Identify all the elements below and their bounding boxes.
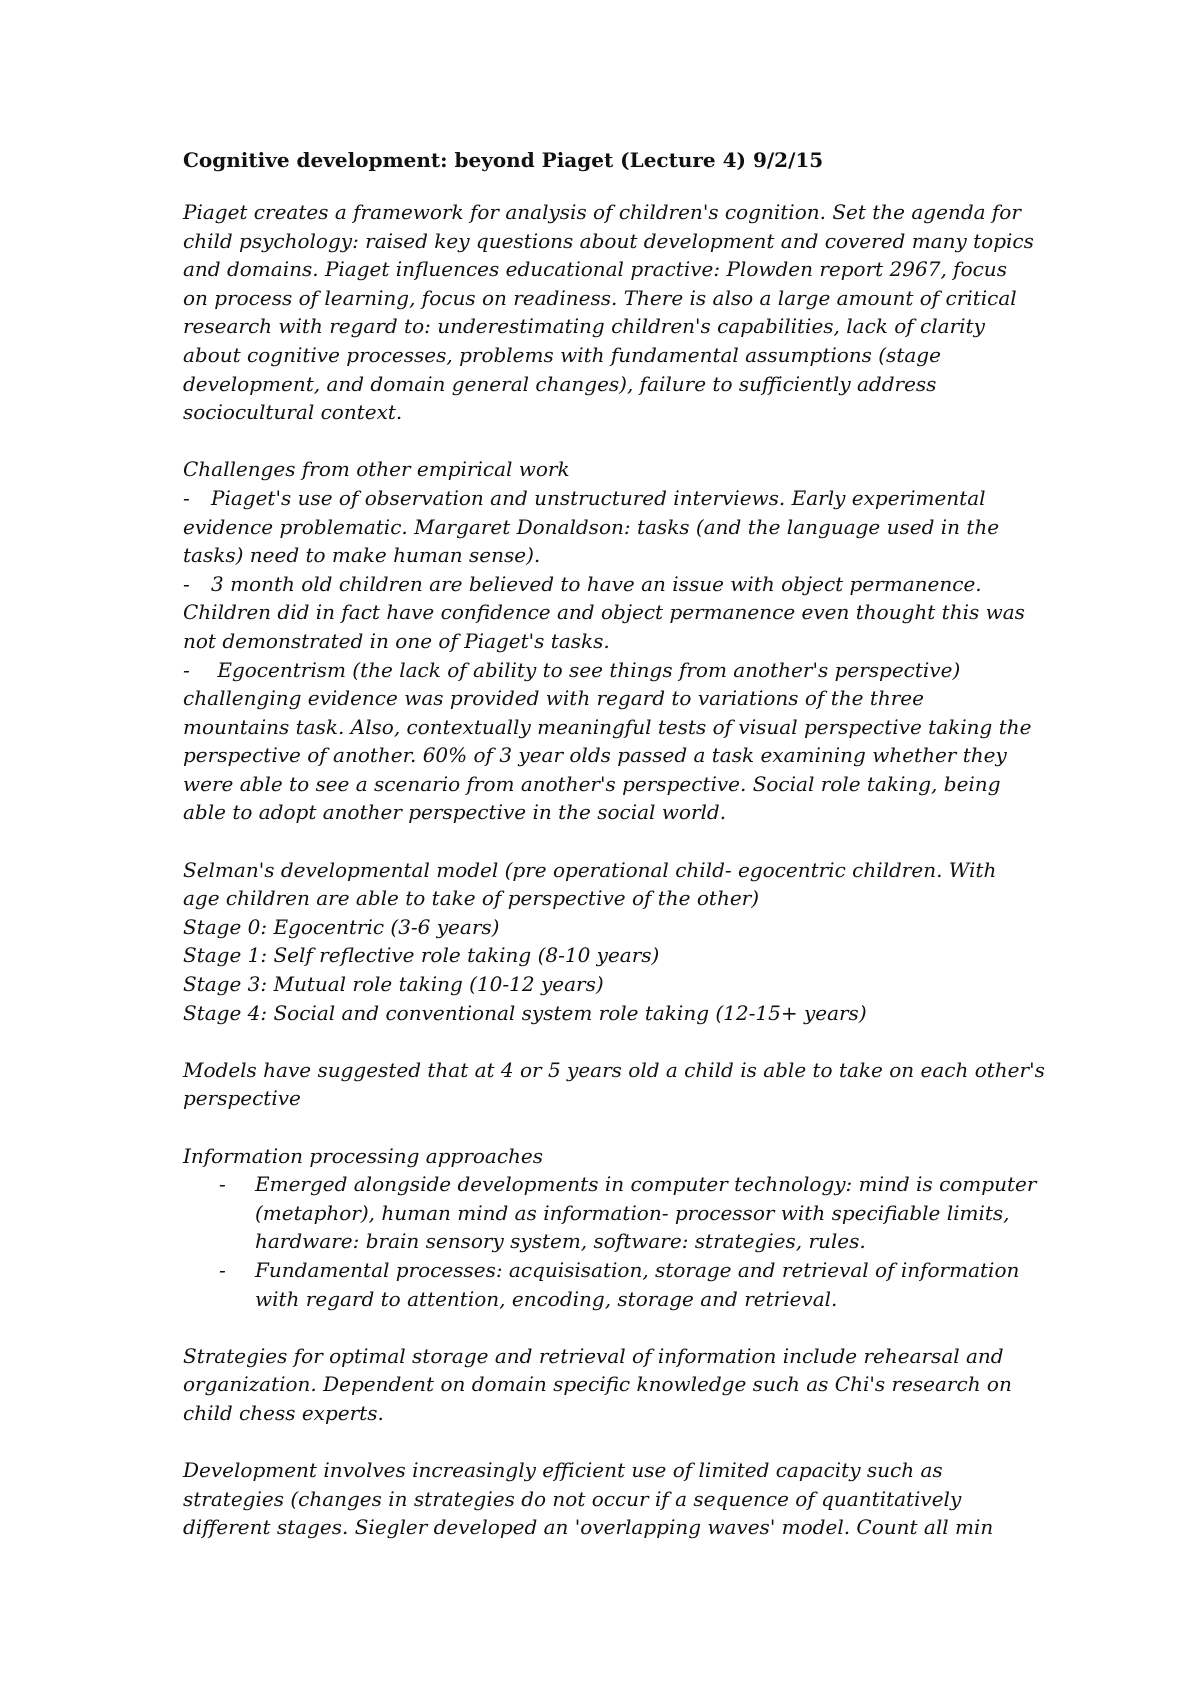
text-line: mountains task. Also, contextually meaningful tests of visual perspective taking the bbox=[183, 714, 1032, 739]
list-item bbox=[183, 1170, 1037, 1256]
info-processing-heading-block bbox=[183, 1142, 1033, 1171]
text-line: - 3 month old children are believed to have an issue with object permanence. bbox=[183, 570, 1033, 599]
section-heading: Challenges from other empirical work bbox=[183, 457, 570, 482]
text-line: tasks) need to make human sense). bbox=[183, 543, 541, 568]
text-line: Fundamental processes: acquisisation, storage and retrieval of information bbox=[255, 1257, 1020, 1282]
text-line: Children did in fact have confidence and object permanence even thought this was bbox=[183, 600, 1025, 625]
text-line: Models have suggested that at 4 or 5 years old a child is able to take on each other's bbox=[183, 1057, 1045, 1082]
text-line: Selman's developmental model (pre operational child- egocentric children. With bbox=[183, 857, 997, 882]
section-heading: Information processing approaches bbox=[183, 1143, 544, 1168]
text-line: challenging evidence was provided with regard to variations of the three bbox=[183, 686, 924, 711]
stage-line: Stage 4: Social and conventional system role taking (12-15+ years) bbox=[183, 1000, 867, 1025]
text-line: research with regard to: underestimating children's capabilities, lack of clarity bbox=[183, 314, 985, 339]
text-line: able to adopt another perspective in the social world. bbox=[183, 800, 727, 825]
text-line: hardware: brain sensory system, software: strategies, rules. bbox=[255, 1229, 866, 1254]
text-line: perspective bbox=[183, 1086, 301, 1111]
dash-marker: - bbox=[183, 485, 190, 510]
text-line: - Egocentrism (the lack of ability to see things from another's perspective) bbox=[183, 656, 1033, 685]
text-line: strategies (changes in strategies do not occur if a sequence of quantitatively bbox=[183, 1486, 962, 1511]
text-line: different stages. Siegler developed an 'overlapping waves' model. Count all min bbox=[183, 1515, 994, 1540]
dash-marker: - bbox=[183, 657, 190, 682]
text-line: on process of learning, focus on readiness. There is also a large amount of critical bbox=[183, 285, 1017, 310]
text-line: Piaget creates a framework for analysis of children's cognition. Set the agenda for bbox=[183, 200, 1021, 224]
document-body bbox=[183, 146, 1045, 1571]
list-item bbox=[183, 1256, 1033, 1313]
document-title: Cognitive development: beyond Piaget (Lecture 4) 9/2/15 bbox=[183, 148, 824, 172]
dash-marker: - bbox=[219, 1257, 226, 1282]
challenges-section bbox=[183, 455, 1033, 827]
stage-line: Stage 0: Egocentric (3-6 years) bbox=[183, 914, 500, 939]
stage-line: Stage 3: Mutual role taking (10-12 years) bbox=[183, 972, 604, 997]
text-line: were able to see a scenario from another's perspective. Social role taking, being bbox=[183, 771, 1001, 796]
strategies-paragraph bbox=[183, 1342, 1033, 1428]
text-line: about cognitive processes, problems with fundamental assumptions (stage bbox=[183, 342, 941, 367]
text-line: with regard to attention, encoding, storage and retrieval. bbox=[255, 1286, 838, 1311]
text-line: not demonstrated in one of Piaget's tasks. bbox=[183, 628, 610, 653]
text-line: child chess experts. bbox=[183, 1400, 384, 1425]
intro-paragraph bbox=[183, 198, 1033, 427]
info-processing-list bbox=[183, 1170, 1037, 1313]
dash-marker: - bbox=[219, 1172, 226, 1197]
stage-line: Stage 1: Self reflective role taking (8-10 years) bbox=[183, 943, 660, 968]
text-line: - Piaget's use of observation and unstructured interviews. Early experimental bbox=[183, 484, 1033, 513]
text-line: development, and domain general changes), failure to sufficiently address bbox=[183, 371, 937, 396]
text-line: child psychology: raised key questions about development and covered many topics bbox=[183, 228, 1034, 253]
text-line: perspective of another. 60% of 3 year olds passed a task examining whether they bbox=[183, 743, 1007, 768]
text-line: organization. Dependent on domain specific knowledge such as Chi's research on bbox=[183, 1372, 1012, 1397]
text-line: sociocultural context. bbox=[183, 400, 403, 425]
dash-marker: - bbox=[183, 571, 190, 596]
text-line: Development involves increasingly efficient use of limited capacity such as bbox=[183, 1458, 943, 1483]
text-line: age children are able to take of perspective of the other) bbox=[183, 886, 760, 911]
text-line: Emerged alongside developments in computer technology: mind is computer bbox=[255, 1172, 1037, 1197]
text-line: (metaphor), human mind as information- processor with specifiable limits, bbox=[255, 1200, 1010, 1225]
selman-section bbox=[183, 856, 1033, 1028]
text-line: evidence problematic. Margaret Donaldson: tasks (and the language used in the bbox=[183, 514, 1000, 539]
models-paragraph bbox=[183, 1056, 1045, 1113]
development-paragraph bbox=[183, 1456, 1033, 1542]
text-line: Strategies for optimal storage and retrieval of information include rehearsal and bbox=[183, 1343, 1004, 1368]
text-line: and domains. Piaget influences educational practive: Plowden report 2967, focus bbox=[183, 257, 1007, 282]
